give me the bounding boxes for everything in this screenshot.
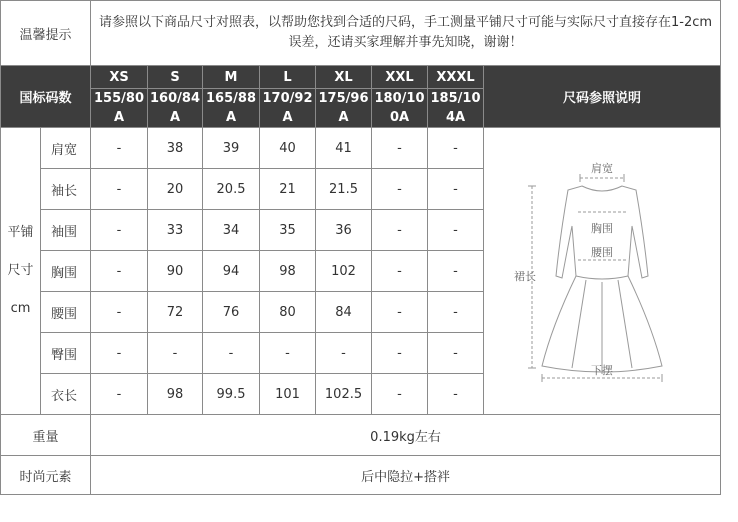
diagram-waist-label: 腰围 xyxy=(591,246,614,259)
cell: 20 xyxy=(148,169,203,210)
size-reference-diagram xyxy=(484,128,721,415)
weight-label: 重量 xyxy=(1,415,91,456)
cell: - xyxy=(372,251,428,292)
style-element-value: 后中隐拉+搭袢 xyxy=(91,456,721,495)
measure-group-line1: 平铺 xyxy=(7,225,34,240)
cell: 102 xyxy=(316,251,372,292)
size-std-xxl: 180/100A xyxy=(372,89,428,128)
cell: 98 xyxy=(148,374,203,415)
cell: 38 xyxy=(148,128,203,169)
row-label: 袖长 xyxy=(41,169,91,210)
cell: - xyxy=(428,128,484,169)
cell: 33 xyxy=(148,210,203,251)
size-std-s: 160/84A xyxy=(148,89,203,128)
cell: 99.5 xyxy=(203,374,260,415)
cell: - xyxy=(372,292,428,333)
cell: - xyxy=(428,169,484,210)
diagram-chest-label: 胸围 xyxy=(591,222,614,235)
cell: 39 xyxy=(203,128,260,169)
cell: - xyxy=(428,210,484,251)
cell: 94 xyxy=(203,251,260,292)
cell: - xyxy=(428,333,484,374)
diagram-shoulder-label: 肩宽 xyxy=(591,162,614,175)
size-std-xl: 175/96A xyxy=(316,89,372,128)
cell: 34 xyxy=(203,210,260,251)
dress-diagram-icon xyxy=(512,156,692,386)
size-code-xs: XS xyxy=(91,66,148,89)
size-code-m: M xyxy=(203,66,260,89)
cell: - xyxy=(203,333,260,374)
size-std-xxxl: 185/104A xyxy=(428,89,484,128)
diagram-skirt-length-label: 裙长 xyxy=(514,270,537,283)
cell: - xyxy=(91,210,148,251)
row-label: 腰围 xyxy=(41,292,91,333)
cell: 90 xyxy=(148,251,203,292)
size-std-m: 165/88A xyxy=(203,89,260,128)
cell: - xyxy=(91,374,148,415)
cell: 35 xyxy=(260,210,316,251)
cell: 80 xyxy=(260,292,316,333)
cell: 76 xyxy=(203,292,260,333)
cell: - xyxy=(91,128,148,169)
row-label: 袖围 xyxy=(41,210,91,251)
cell: 101 xyxy=(260,374,316,415)
cell: - xyxy=(372,210,428,251)
cell: 36 xyxy=(316,210,372,251)
cell: - xyxy=(428,251,484,292)
cell: 21 xyxy=(260,169,316,210)
row-label: 臀围 xyxy=(41,333,91,374)
cell: - xyxy=(91,251,148,292)
size-code-xxl: XXL xyxy=(372,66,428,89)
row-label: 衣长 xyxy=(41,374,91,415)
style-element-label: 时尚元素 xyxy=(1,456,91,495)
cell: 41 xyxy=(316,128,372,169)
cell: - xyxy=(372,169,428,210)
measure-group-label xyxy=(1,128,41,415)
table-row xyxy=(1,128,721,169)
weight-value: 0.19kg左右 xyxy=(91,415,721,456)
diagram-hem-label: 下摆 xyxy=(591,364,614,377)
cell: - xyxy=(372,128,428,169)
size-std-xs: 155/80A xyxy=(91,89,148,128)
row-label: 肩宽 xyxy=(41,128,91,169)
measure-group-line2: 尺寸 xyxy=(7,263,34,278)
size-code-xl: XL xyxy=(316,66,372,89)
cell: - xyxy=(316,333,372,374)
size-code-l: L xyxy=(260,66,316,89)
measure-group-line3: cm xyxy=(10,301,31,316)
cell: - xyxy=(372,333,428,374)
cell: - xyxy=(372,374,428,415)
cell: - xyxy=(260,333,316,374)
tip-text: 请参照以下商品尺寸对照表，以帮助您找到合适的尺码，手工测量平铺尺寸可能与实际尺寸直接存在1-2cm误差，还请买家理解并事先知晓，谢谢！ xyxy=(91,1,721,66)
cell: 72 xyxy=(148,292,203,333)
cell: 102.5 xyxy=(316,374,372,415)
cell: - xyxy=(91,292,148,333)
cell: - xyxy=(428,292,484,333)
cell: - xyxy=(428,374,484,415)
cell: - xyxy=(91,169,148,210)
cell: - xyxy=(148,333,203,374)
cell: 84 xyxy=(316,292,372,333)
cell: 40 xyxy=(260,128,316,169)
cell: 21.5 xyxy=(316,169,372,210)
size-reference-label: 尺码参照说明 xyxy=(484,66,721,128)
size-std-l: 170/92A xyxy=(260,89,316,128)
cell: - xyxy=(91,333,148,374)
cell: 98 xyxy=(260,251,316,292)
size-code-xxxl: XXXL xyxy=(428,66,484,89)
row-label: 胸围 xyxy=(41,251,91,292)
standard-size-label: 国标码数 xyxy=(1,66,91,128)
cell: 20.5 xyxy=(203,169,260,210)
tip-label: 温馨提示 xyxy=(1,1,91,66)
size-code-s: S xyxy=(148,66,203,89)
